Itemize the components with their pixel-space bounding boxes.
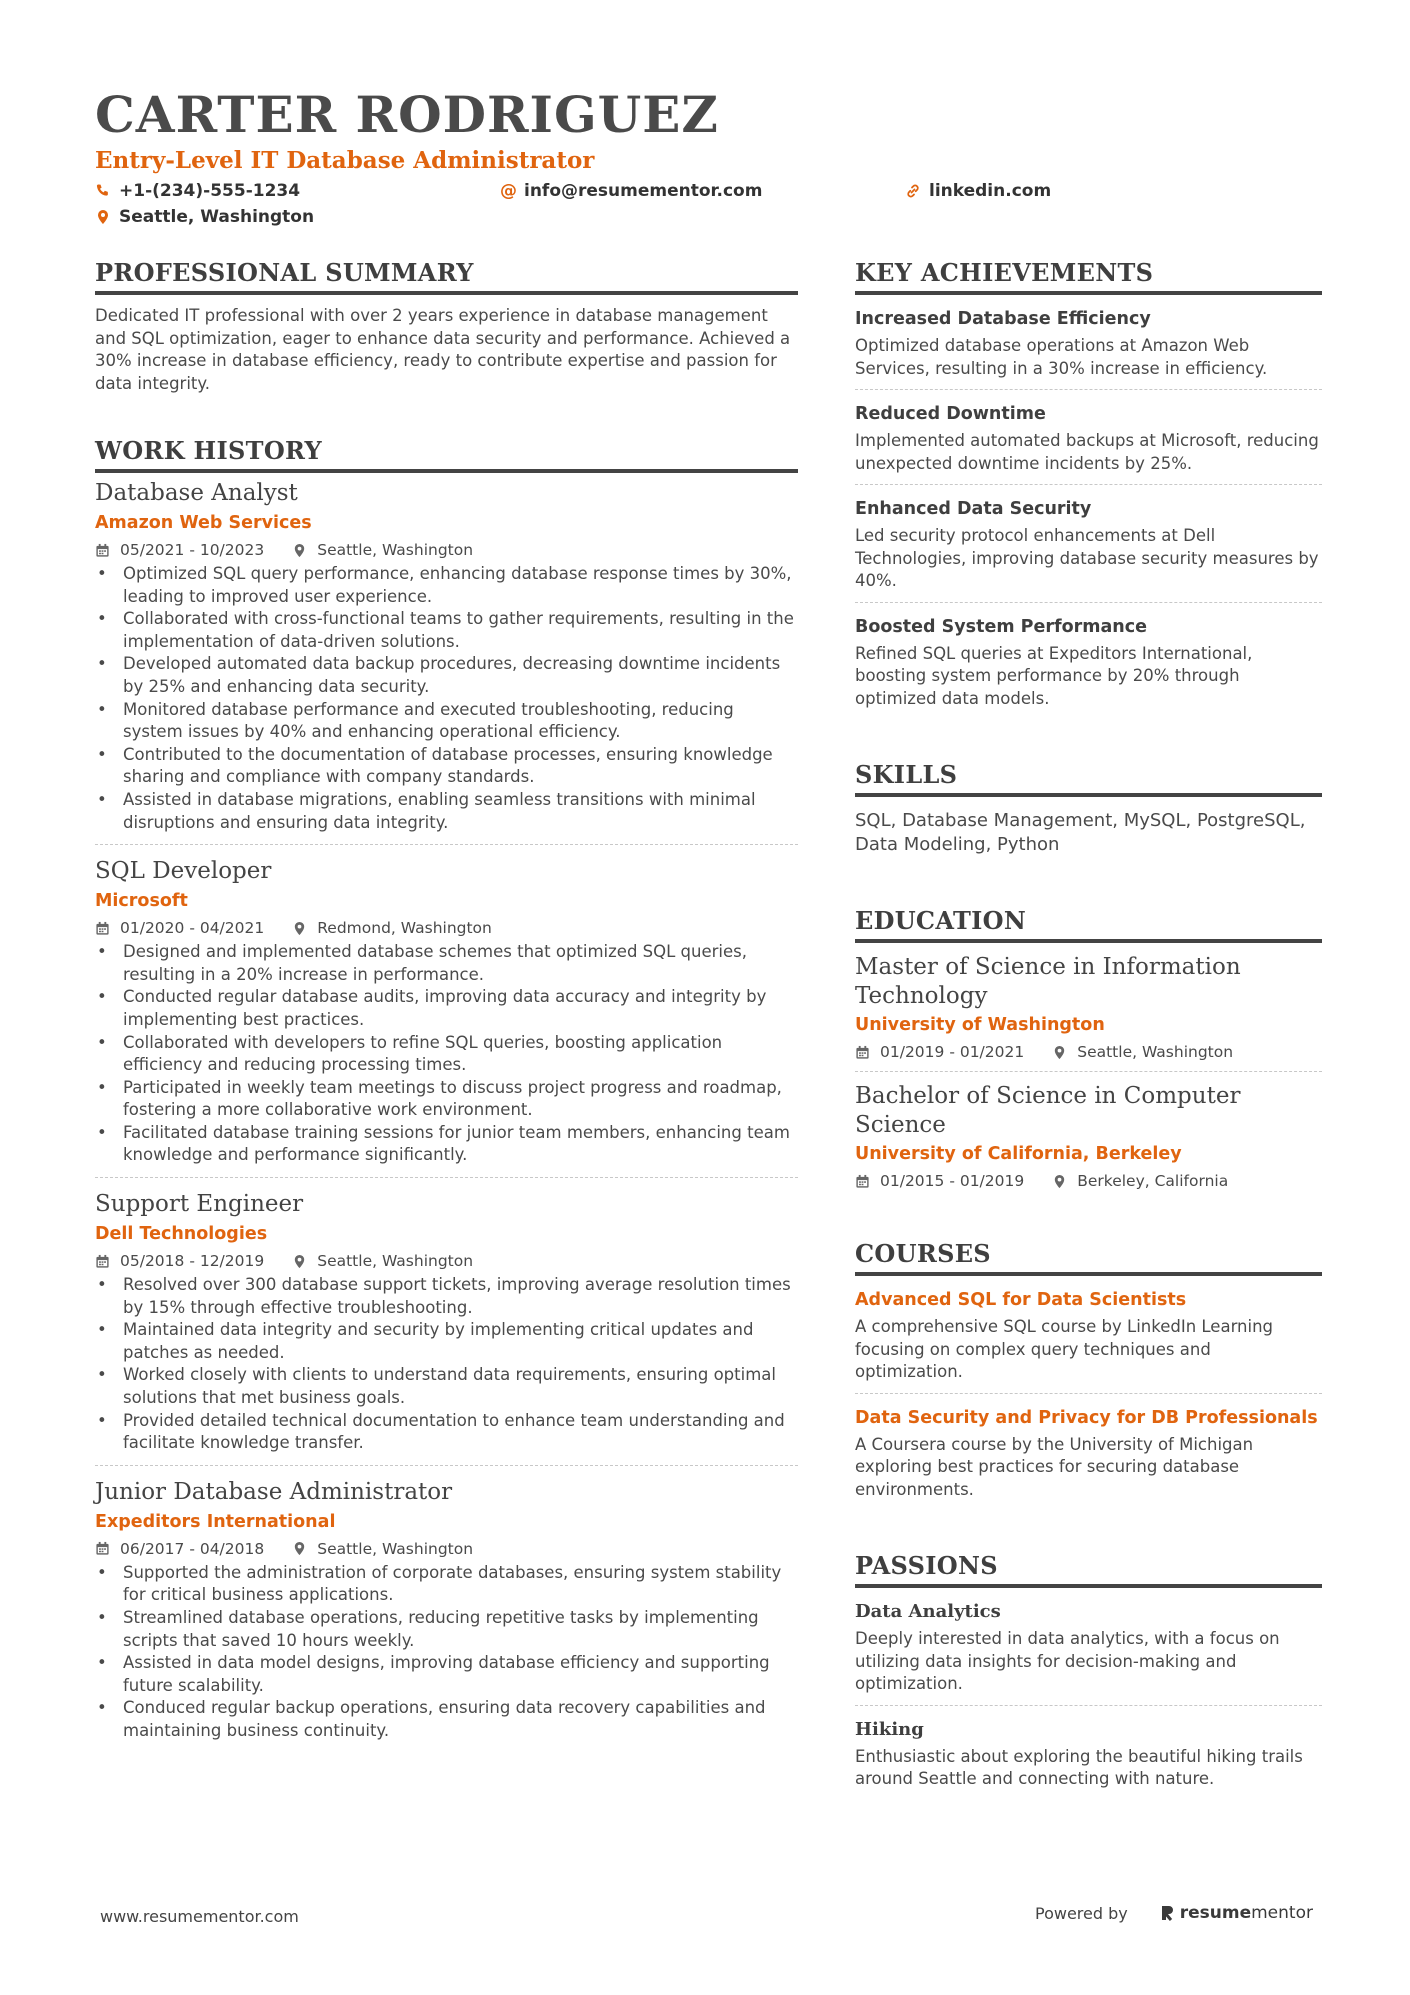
bullet-item: • Participated in weekly team meetings to discuss project progress and roadmap, fostering a more collaborative work environment. — [95, 1077, 798, 1122]
dates: 01/2019 - 01/2021 — [880, 1043, 1025, 1061]
location: Seattle, Washington — [317, 541, 474, 559]
bullet-item: • Conducted regular database audits, improving data accuracy and integrity by implementing best practices. — [95, 986, 798, 1031]
location-pin-icon — [1052, 1045, 1067, 1060]
brand-light: mentor — [1251, 1903, 1313, 1923]
candidate-title: Entry-Level IT Database Administrator — [95, 147, 595, 174]
achievement-title: Reduced Downtime — [855, 404, 1046, 424]
dates: 01/2015 - 01/2019 — [880, 1172, 1025, 1190]
passion-item — [855, 1716, 1322, 1800]
location-pin-icon — [292, 1254, 307, 1269]
passions-section — [855, 1548, 1322, 1800]
school: University of California, Berkeley — [855, 1144, 1182, 1164]
footer-website[interactable]: www.resumementor.com — [100, 1907, 299, 1926]
achievement-text: Implemented automated backups at Microsoft, reducing unexpected downtime incidents by 25%. — [855, 431, 1319, 473]
work-history-section — [95, 433, 798, 1753]
resumementor-logo[interactable] — [1160, 1903, 1313, 1923]
location-pin-icon — [95, 209, 111, 225]
bullet-item: • Conduced regular backup operations, ensuring data recovery capabilities and maintaining business continuity. — [95, 1697, 798, 1742]
phone-text: +1-(234)-555-1234 — [119, 181, 301, 201]
achievement-item — [855, 305, 1322, 390]
company-name: Microsoft — [95, 891, 188, 912]
job-title: Junior Database Administrator — [95, 1478, 453, 1505]
bullet-item: • Optimized SQL query performance, enhancing database response times by 30%, leading to improved user experience. — [95, 563, 798, 608]
job-bullets — [95, 1562, 798, 1743]
calendar-icon — [95, 543, 110, 558]
bullet-item: • Facilitated database training sessions for junior team members, enhancing team knowledge and performance significantly. — [95, 1122, 798, 1167]
dates: 05/2018 - 12/2019 — [120, 1252, 265, 1271]
degree: Master of Science in Information Technology — [855, 954, 1241, 1009]
calendar-icon — [855, 1045, 870, 1060]
skills-text: SQL, Database Management, MySQL, PostgreSQL, Data Modeling, Python — [855, 810, 1306, 855]
summary-heading: PROFESSIONAL SUMMARY — [95, 255, 798, 295]
dates: 06/2017 - 04/2018 — [120, 1539, 265, 1558]
bullet-item: • Resolved over 300 database support tickets, improving average resolution times by 15% through effective troubleshooting. — [95, 1274, 798, 1319]
summary-text: Dedicated IT professional with over 2 years experience in database management and SQL optimization, eager to enhance data security and performance. Achieved a 30% increase in database efficiency, ready to contribute expertise and passion for data integrity. — [95, 306, 791, 393]
location-pin-icon — [1052, 1174, 1067, 1189]
calendar-icon — [95, 1254, 110, 1269]
date-location — [95, 915, 798, 941]
candidate-name: CARTER RODRIGUEZ — [95, 85, 719, 144]
passions-heading: PASSIONS — [855, 1548, 1322, 1588]
bullet-item: • Monitored database performance and executed troubleshooting, reducing system issues by 40% and enhancing operational efficiency. — [95, 699, 798, 744]
at-icon: @ — [500, 181, 517, 201]
job-title: SQL Developer — [95, 858, 272, 885]
powered-by-label: Powered by — [1035, 1903, 1128, 1923]
job-entry — [95, 477, 798, 845]
job-title: Support Engineer — [95, 1191, 304, 1218]
education-item — [855, 1082, 1322, 1200]
date-location — [855, 1168, 1322, 1194]
bullet-item: • Contributed to the documentation of database processes, ensuring knowledge sharing and compliance with company standards. — [95, 744, 798, 789]
location: Berkeley, California — [1077, 1172, 1229, 1190]
bullet-item: • Collaborated with cross-functional teams to gather requirements, resulting in the implementation of data-driven solutions. — [95, 608, 798, 653]
location: Seattle, Washington — [317, 1252, 474, 1271]
achievements-heading: KEY ACHIEVEMENTS — [855, 255, 1322, 295]
education-section — [855, 903, 1322, 1200]
courses-heading: COURSES — [855, 1236, 1322, 1276]
right-column — [855, 255, 1322, 1810]
link-icon — [905, 183, 921, 199]
location: Seattle, Washington — [1077, 1043, 1234, 1061]
contact-location — [95, 205, 314, 229]
job-entry — [95, 1476, 798, 1753]
location: Seattle, Washington — [317, 1539, 474, 1558]
bullet-item: • Designed and implemented database schemes that optimized SQL queries, resulting in a 20% increase in performance. — [95, 941, 798, 986]
education-heading: EDUCATION — [855, 903, 1322, 943]
course-title: Data Security and Privacy for DB Professionals — [855, 1407, 1318, 1428]
job-list — [95, 477, 798, 1753]
location-pin-icon — [292, 1541, 307, 1556]
date-location — [95, 1536, 798, 1562]
courses-section — [855, 1236, 1322, 1510]
skills-section — [855, 757, 1322, 857]
job-bullets — [95, 1274, 798, 1455]
left-column — [95, 255, 798, 1763]
job-entry — [95, 855, 798, 1178]
company-name: Dell Technologies — [95, 1224, 268, 1245]
contact-linkedin[interactable] — [905, 179, 1051, 203]
calendar-icon — [95, 921, 110, 936]
skills-heading: SKILLS — [855, 757, 1322, 797]
bullet-item: • Supported the administration of corporate databases, ensuring system stability for critical business applications. — [95, 1562, 798, 1607]
location-pin-icon — [292, 543, 307, 558]
bullet-item: • Worked closely with clients to understand data requirements, ensuring optimal solutions that met business goals. — [95, 1364, 798, 1409]
email-text: info@resumementor.com — [524, 181, 763, 201]
achievements-section — [855, 255, 1322, 719]
contact-phone[interactable] — [95, 179, 300, 203]
summary-section — [95, 255, 798, 395]
passion-list — [855, 1598, 1322, 1800]
education-list — [855, 953, 1322, 1200]
achievement-text: Led security protocol enhancements at Dell Technologies, improving database security measures by 40%. — [855, 526, 1319, 590]
achievement-title: Enhanced Data Security — [855, 499, 1092, 519]
location-pin-icon — [292, 921, 307, 936]
achievement-title: Boosted System Performance — [855, 616, 1147, 637]
course-text: A comprehensive SQL course by LinkedIn Learning focusing on complex query techniques and optimization. — [855, 1317, 1274, 1381]
course-text: A Coursera course by the University of Michigan exploring best practices for securing database environments. — [855, 1434, 1254, 1499]
passion-item — [855, 1598, 1322, 1706]
passion-text: Enthusiastic about exploring the beautiful hiking trails around Seattle and connecting with nature. — [855, 1746, 1303, 1788]
bullet-item: • Maintained data integrity and security by implementing critical updates and patches as needed. — [95, 1319, 798, 1364]
job-title: Database Analyst — [95, 480, 298, 506]
bullet-item: • Streamlined database operations, reducing repetitive tasks by implementing scripts that saved 10 hours weekly. — [95, 1607, 798, 1652]
date-location — [855, 1039, 1322, 1065]
achievement-title: Increased Database Efficiency — [855, 309, 1151, 329]
location: Redmond, Washington — [317, 919, 492, 938]
job-entry — [95, 1188, 798, 1466]
dates: 01/2020 - 04/2021 — [120, 919, 265, 938]
date-location — [95, 537, 798, 563]
achievement-item — [855, 400, 1322, 485]
education-item — [855, 953, 1322, 1072]
company-name: Amazon Web Services — [95, 513, 312, 533]
bullet-item: • Developed automated data backup procedures, decreasing downtime incidents by 25% and enhancing data security. — [95, 653, 798, 698]
degree: Bachelor of Science in Computer Science — [855, 1083, 1241, 1138]
course-list — [855, 1286, 1322, 1510]
passion-title: Hiking — [855, 1718, 924, 1740]
bullet-item: • Assisted in database migrations, enabling seamless transitions with minimal disruptions and ensuring data integrity. — [95, 789, 798, 834]
phone-icon — [95, 183, 111, 199]
bullet-item: • Collaborated with developers to refine SQL queries, boosting application efficiency and reducing processing times. — [95, 1032, 798, 1077]
achievement-text: Optimized database operations at Amazon Web Services, resulting in a 30% increase in efficiency. — [855, 336, 1268, 378]
calendar-icon — [95, 1541, 110, 1556]
brand-bold: resume — [1179, 1903, 1252, 1923]
company-name: Expeditors International — [95, 1511, 336, 1532]
achievement-item — [855, 495, 1322, 603]
achievement-list — [855, 305, 1322, 719]
linkedin-text: linkedin.com — [929, 181, 1052, 201]
job-bullets — [95, 563, 798, 834]
passion-text: Deeply interested in data analytics, with a focus on utilizing data insights for decision-making and optimization. — [855, 1629, 1280, 1693]
bullet-item: • Provided detailed technical documentation to enhance team understanding and facilitate knowledge transfer. — [95, 1410, 798, 1455]
passion-title: Data Analytics — [855, 1601, 1001, 1622]
achievement-text: Refined SQL queries at Expeditors International, boosting system performance by 20% through optimized data models. — [855, 643, 1253, 708]
location-text: Seattle, Washington — [119, 207, 315, 227]
resumementor-logo-icon — [1160, 1904, 1176, 1922]
achievement-item — [855, 613, 1322, 720]
school: University of Washington — [855, 1015, 1105, 1035]
contact-email[interactable] — [500, 179, 762, 203]
dates: 05/2021 - 10/2023 — [120, 541, 265, 559]
date-location — [95, 1248, 798, 1274]
bullet-item: • Assisted in data model designs, improving database efficiency and supporting future scalability. — [95, 1652, 798, 1697]
contact-info — [95, 179, 1325, 231]
work-history-heading: WORK HISTORY — [95, 433, 798, 473]
calendar-icon — [855, 1174, 870, 1189]
job-bullets — [95, 941, 798, 1167]
course-item — [855, 1404, 1322, 1511]
course-item — [855, 1286, 1322, 1394]
footer-powered — [1035, 1903, 1313, 1923]
resume-header — [95, 85, 1325, 231]
course-title: Advanced SQL for Data Scientists — [855, 1290, 1187, 1310]
